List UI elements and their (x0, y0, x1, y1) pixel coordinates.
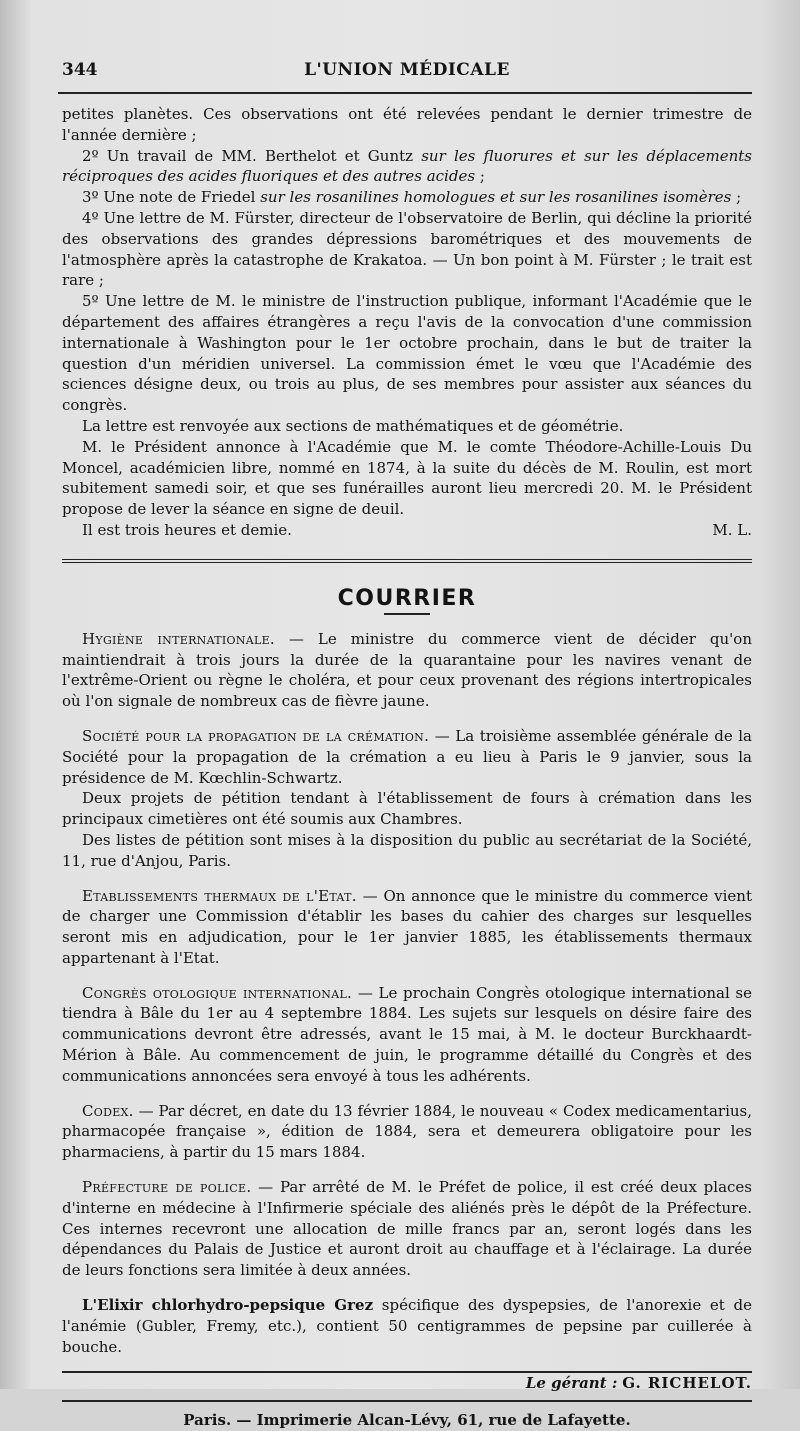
page-number: 344 (62, 60, 98, 80)
academy-paragraph-7: M. le Président annonce à l'Académie que M. le comte Théodore-Achille-Louis Du Moncel, académicien libre, nommé en 1874, à la suite du décès de M. Roulin, est mort subitement samedi soir, et que ses funérailles auront lieu mercredi 20. M. le Président propose de lever la séance en signe de deuil. (62, 437, 752, 519)
advertisement-text: spécifique des dyspepsies, de l'anorexie et de l'anémie (Gubler, Fremy, etc.), contient 50 centigrammes de pepsine par cuillerée à bouche. (62, 1296, 752, 1356)
section-divider (62, 559, 752, 563)
manager-line (62, 1373, 752, 1394)
news-heading: Préfecture de police. (82, 1178, 252, 1197)
section-title: COURRIER (337, 585, 477, 611)
imprint-rule (62, 1400, 752, 1402)
academy-paragraph-4: 4º Une lettre de M. Fürster, directeur de l'observatoire de Berlin, qui décline la priorité des observations des grandes dépressions barométriques et des mouvements de l'atmosphère après la catastrophe de Krakatoa. — Un bon point à M. Fürster ; le trait est rare ; (62, 208, 752, 290)
academy-signature: M. L. (712, 520, 752, 539)
news-text: — Par arrêté de M. le Préfet de police, il est créé deux places d'interne en médecine à l'Infirmerie spéciale des aliénés près le dépôt de la Préfecture. Ces internes recevront une allocation de mille francs par an, seront logés dans les dépendances du Palais de Justice et auront droit au chauffage et à l'éclairage. La durée de leurs fonctions sera limitée à deux années. (62, 1178, 753, 1280)
academy-paragraph-1: petites planètes. Ces observations ont été relevées pendant le dernier trimestre de l'année dernière ; (62, 105, 752, 144)
page-header (62, 60, 752, 90)
news-item-prefecture (62, 1177, 752, 1281)
imprint: Paris. — Imprimerie Alcan-Lévy, 61, rue de Lafayette. (183, 1411, 631, 1430)
academy-paragraph-8: Il est trois heures et demie. (82, 520, 292, 539)
news-item-otology (62, 983, 752, 1087)
academy-paragraph-2-text: 2º Un travail de MM. Berthelot et Guntz (82, 146, 422, 165)
running-head: L'UNION MÉDICALE (304, 60, 510, 80)
academy-paragraph-2-title: sur les fluorures et sur les déplacements réciproques des acides fluoriques et des autres acides (62, 146, 752, 186)
academy-paragraph-5: 5º Une lettre de M. le ministre de l'instruction publique, informant l'Académie que le département des affaires étrangères a reçu l'avis de la convocation d'une commission internationale à Washington pour le 1er octobre prochain, dans le but de traiter la question d'un méridien universel. La commission émet le vœu que l'Académie des sciences désigne deux, ou trois au plus, de ses membres pour assister aux séances du congrès. (62, 292, 752, 415)
academy-paragraph-3-end: ; (731, 188, 742, 207)
news-item-thermal (62, 886, 752, 969)
news-item-cremation (62, 726, 752, 788)
news-text: — Le ministre du commerce vient de décider qu'on maintiendrait à trois jours la durée de la quarantaine pour les navires venant de l'extrême-Orient ou règne le choléra, et pour ceux provenant des régions intertropicales où l'on signale de nombreux cas de fièvre jaune. (62, 629, 752, 711)
academy-paragraph-6: La lettre est renvoyée aux sections de mathématiques et de géométrie. (82, 416, 624, 435)
news-text: — Par décret, en date du 13 février 1884, le nouveau « Codex medicamentarius, pharmacopée française », édition de 1884, sera et demeurera obligatoire pour les pharmaciens, à partir du 15 mars 1884. (62, 1101, 752, 1162)
news-item-hygiene (62, 629, 752, 712)
advertisement-product: L'Elixir chlorhydro-pepsique Grez (82, 1296, 374, 1315)
header-rule (58, 92, 752, 94)
news-heading: Congrès otologique international. (82, 983, 353, 1002)
manager-label: Le gérant : (525, 1374, 618, 1393)
news-text: — La troisième assemblée générale de la Société pour la propagation de la crémation a eu lieu à Paris le 9 janvier, sous la présidence de M. Kœchlin-Schwartz. (62, 726, 752, 787)
news-heading: Hygiène internationale. (82, 629, 275, 648)
news-text: — On annonce que le ministre du commerce vient de charger une Commission d'établir les bases du cahier des charges sur lesquelles seront mis en adjudication, pour le 1er janvier 1885, les établissements thermaux appartenant à l'Etat. (62, 886, 752, 967)
news-item-cremation-petition: Deux projets de pétition tendant à l'établissement de fours à crémation dans les principaux cimetières ont été soumis aux Chambres. (62, 789, 752, 829)
academy-paragraph-2 (62, 146, 752, 188)
news-item-codex (62, 1101, 752, 1163)
news-heading: Etablissements thermaux de l'Etat. (82, 886, 357, 905)
manager-name: G. RICHELOT. (622, 1374, 752, 1393)
advertisement (62, 1295, 752, 1357)
academy-paragraph-3 (62, 187, 752, 208)
academy-paragraph-3-text: 3º Une note de Friedel (82, 188, 261, 207)
academy-paragraph-2-end: ; (475, 167, 485, 186)
page-body (62, 104, 752, 1431)
news-item-cremation-lists: Des listes de pétition sont mises à la disposition du public au secrétariat de la Société, 11, rue d'Anjou, Paris. (62, 830, 752, 870)
news-heading: Société pour la propagation de la crémation. (82, 726, 430, 745)
news-heading: Codex. (82, 1101, 134, 1120)
academy-paragraph-3-title: sur les rosanilines homologues et sur les rosanilines isomères (260, 188, 732, 207)
news-text: — Le prochain Congrès otologique international se tiendra à Bâle du 1er au 4 septembre 1884. Les sujets sur lesquels on désire faire des communications devront être adressés, avant le 15 mai, à M. le docteur Burckhaardt-Mérion à Bâle. Au commencement de juin, le programme détaillé du Congrès et des communications annoncées sera envoyé à tous les adhérents. (62, 983, 753, 1085)
